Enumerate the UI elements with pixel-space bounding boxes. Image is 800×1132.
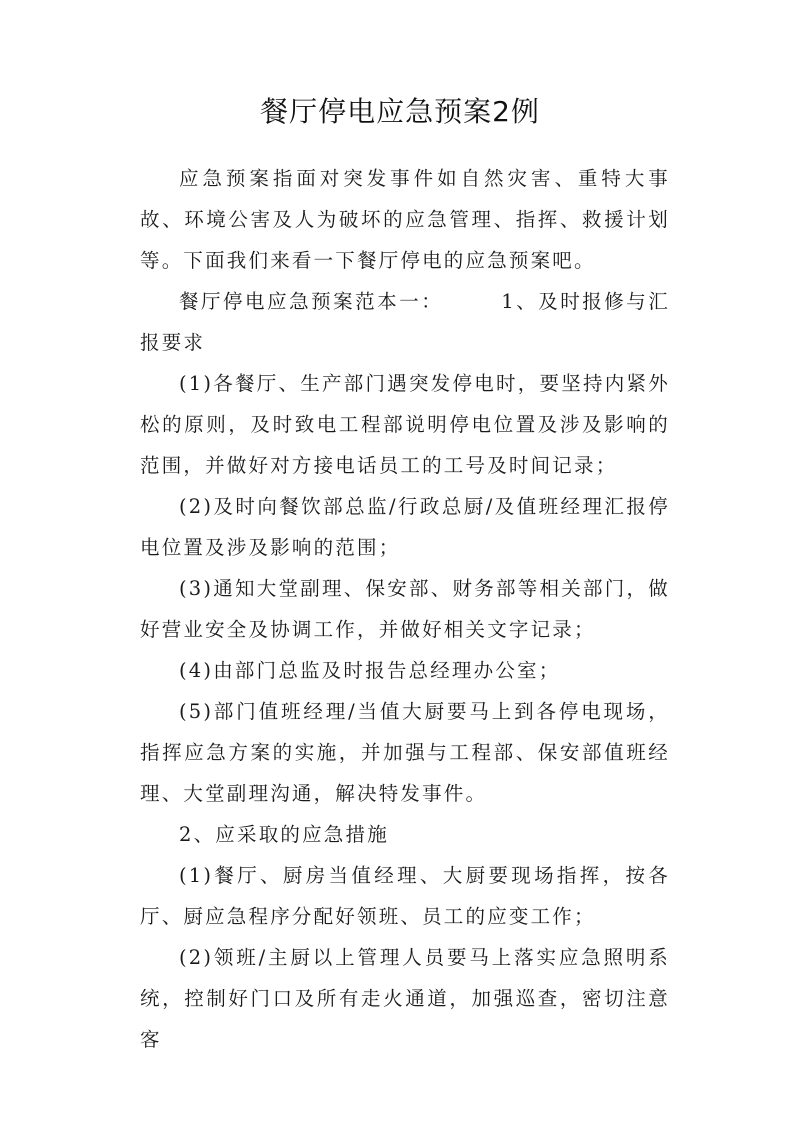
measure-item-2: (2)领班/主厨以上管理人员要马上落实应急照明系统，控制好门口及所有走火通道，加强巡查，密切注意客 xyxy=(140,946,670,1051)
document-body xyxy=(140,158,670,1060)
list-item-3: (3)通知大堂副理、保安部、财务部等相关部门，做好营业安全及协调工作，并做好相关文字记录； xyxy=(140,577,670,641)
document-title: 餐厅停电应急预案2例 xyxy=(260,95,540,128)
section-one-heading: 餐厅停电应急预案范本一： xyxy=(179,290,444,313)
list-item-2: (2)及时向餐饮部总监/行政总厨/及值班经理汇报停电位置及涉及影响的范围； xyxy=(140,495,670,559)
list-item-1: (1)各餐厅、生产部门遇突发停电时，要坚持内紧外松的原则，及时致电工程部说明停电位置及涉及影响的范围，并做好对方接电话员工的工号及时间记录； xyxy=(140,372,670,477)
list-item-5: (5)部门值班经理/当值大厨要马上到各停电现场，指挥应急方案的实施，并加强与工程部、保安部值班经理、大堂副理沟通，解决特发事件。 xyxy=(140,700,670,805)
section-two-heading: 2、应采取的应急措施 xyxy=(179,823,389,846)
section-one-heading-paragraph xyxy=(140,281,670,363)
measure-item-1: (1)餐厅、厨房当值经理、大厨要现场指挥，按各厅、厨应急程序分配好领班、员工的应变工作； xyxy=(140,864,670,928)
section-one-item: 1、及时报修与汇报要求 xyxy=(140,290,670,354)
list-item-4: (4)由部门总监及时报告总经理办公室； xyxy=(179,659,561,682)
intro-paragraph: 应急预案指面对突发事件如自然灾害、重特大事故、环境公害及人为破坏的应急管理、指挥、救援计划等。下面我们来看一下餐厅停电的应急预案吧。 xyxy=(140,167,670,272)
